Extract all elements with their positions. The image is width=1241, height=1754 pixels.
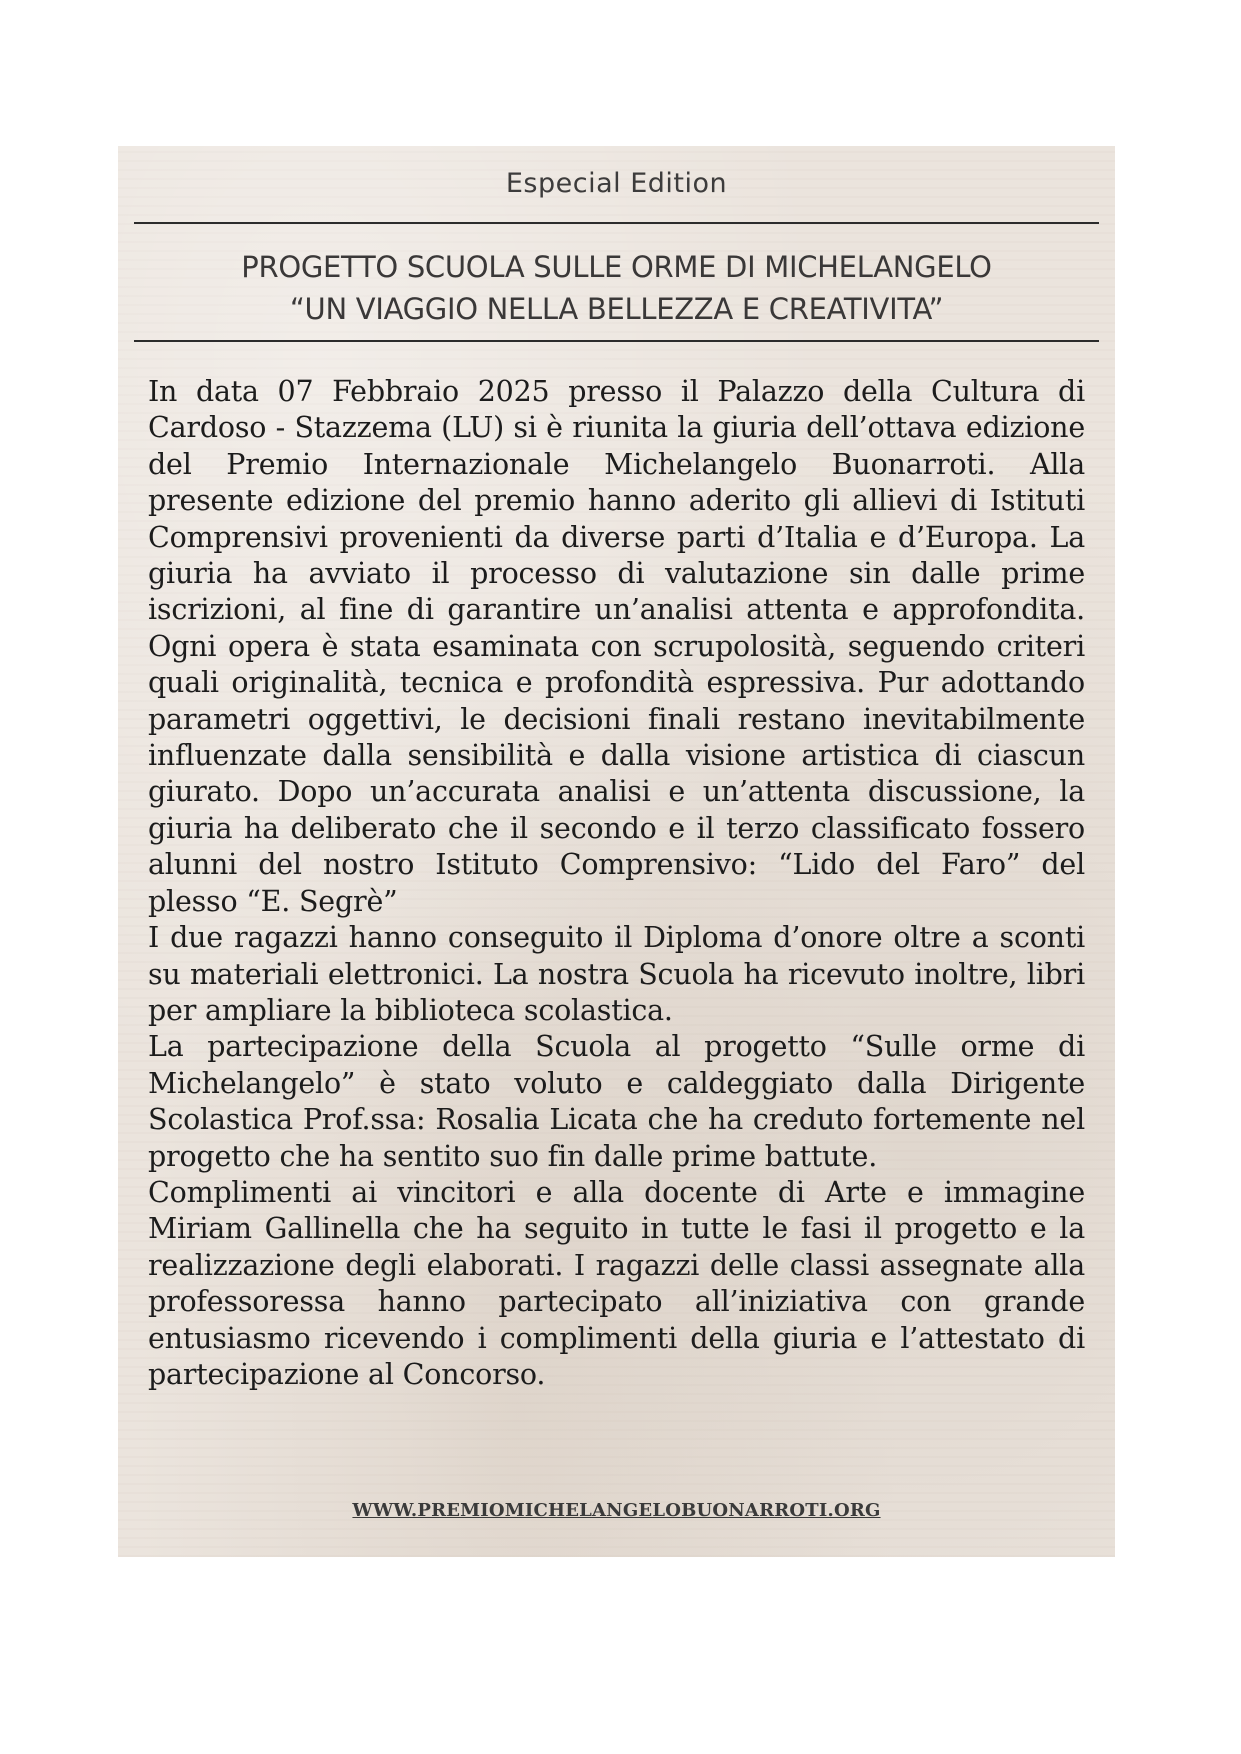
article-title	[118, 246, 1115, 330]
article-body	[148, 374, 1085, 1393]
newsletter-page	[118, 146, 1115, 1557]
paragraph-2: I due ragazzi hanno conseguito il Diploma d’onore oltre a sconti su materiali elettronici. La nostra Scuola ha ricevuto inoltre, libri per ampliare la biblioteca scolastica.	[148, 921, 1085, 1027]
bottom-divider	[134, 340, 1099, 342]
website-link[interactable]: WWW.PREMIOMICHELANGELOBUONARROTI.ORG	[352, 1500, 881, 1521]
top-divider	[134, 222, 1099, 224]
paragraph-3: La partecipazione della Scuola al progetto “Sulle orme di Michelangelo” è stato voluto e caldeggiato dalla Dirigente Scolastica Prof.ssa: Rosalia Licata che ha creduto fortemente nel progetto che ha sentito suo fin dalle prime battute.	[148, 1030, 1085, 1173]
paragraph-1: In data 07 Febbraio 2025 presso il Palazzo della Cultura di Cardoso - Stazzema (LU) si è riunita la giuria dell’ottava edizione del Premio Internazionale Michelangelo Buonarroti. Alla presente edizione del premio hanno aderito gli allievi di Istituti Comprensivi provenienti da diverse parti d’Italia e d’Europa. La giuria ha avviato il processo di valutazione sin dalle prime iscrizioni, al fine di garantire un’analisi attenta e approfondita. Ogni opera è stata esaminata con scrupolosità, seguendo criteri quali originalità, tecnica e profondità espressiva. Pur adottando parametri oggettivi, le decisioni finali restano inevitabilmente influenzate dalla sensibilità e dalla visione artistica di ciascun giurato. Dopo un’accurata analisi e un’attenta discussione, la giuria ha deliberato che il secondo e il terzo classificato fossero alunni del nostro Istituto Comprensivo: “Lido del Faro” del plesso “E. Segrè”	[148, 375, 1085, 918]
edition-heading: Especial Edition	[505, 168, 728, 199]
title-line-2: “UN VIAGGIO NELLA BELLEZZA E CREATIVITA”	[289, 292, 944, 326]
title-line-1: PROGETTO SCUOLA SULLE ORME DI MICHELANGELO	[241, 250, 992, 284]
paragraph-4: Complimenti ai vincitori e alla docente di Arte e immagine Miriam Gallinella che ha seguito in tutte le fasi il progetto e la realizzazione degli elaborati. I ragazzi delle classi assegnate alla professoressa hanno partecipato all’iniziativa con grande entusiasmo ricevendo i complimenti della giuria e l’attestato di partecipazione al Concorso.	[148, 1175, 1085, 1391]
